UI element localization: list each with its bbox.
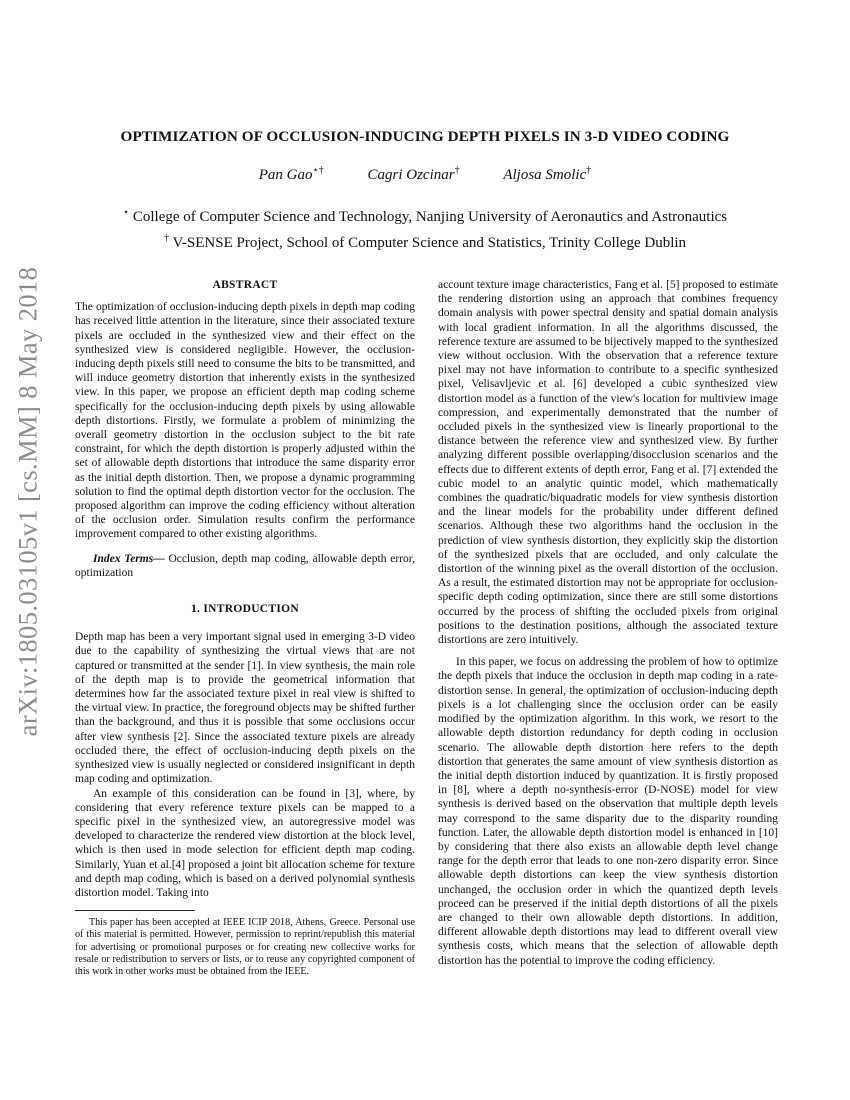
abstract-heading: ABSTRACT bbox=[212, 279, 278, 291]
intro-paragraph-3: account texture image characteristics, Fang et al. [5] proposed to estimate the rendering distortion using an approach that combines frequency domain analysis with power spectral density and spatial domain analysis with local gradient information. In all the algorithms discussed, the reference texture are assumed to be bijectively mapped to the synthesized view without occlusion. With the observation that a reference texture pixel may not have information to contribute to a specific synthesized pixel, Velisavljevic et al. [6] developed a cubic synthesized view distortion model as a function of the view's location for multiview image compression, and experimentally demonstrated that the number of occluded pixels in the synthesized view is linearly proportional to the distance between the reference view and synthesized view. By further analyzing different possible overlapping/disocclusion scenarios and the effects due to different extents of depth error, Fang et al. [7] extended the cubic model to an analytic quintic model, which mathematically combines the quadratic/biquadratic models for view synthesis distortion and the linear models for the probability under different defined scenarios. Although these two algorithms hand the occlusion in the prediction of view synthesis distortion, they explicitly skip the distortion of the synthesized pixels that are occluded, and only calculate the distortion of the winning pixel as the overall distortion of the occlusion. As a result, the estimated distortion may not be appropriate for occlusion-specific depth coding optimization, since there are still some distortions occurred by the process of shifting the occluded pixels from original positions to the destination positions, although the associated texture distortions are zero intuitively. bbox=[438, 279, 778, 647]
author-list bbox=[0, 165, 850, 184]
intro-paragraph-1: Depth map has been a very important signal used in emerging 3-D video due to the capability of synthesizing the virtual views that are not captured or transmitted at the sender [1]. In view synthesis, the main role of the depth map is to provide the geometrical information that determines how far the associated texture pixel in real view is shifted to the virtual view. In practice, the foreground objects may be shifted further than the background, and thus it is possible that some occlusions occur after view synthesis [2]. Since the associated texture pixels are already occluded there, the effect of occlusion-inducing depth pixels on the synthesized view is usually neglected or considered insignificant in depth map coding and optimization. bbox=[75, 631, 415, 786]
abstract-text: The optimization of occlusion-inducing depth pixels in depth map coding has received little attention in the literature, since their associated texture pixels are occluded in the synthesized view and their effect on the synthesized view is considered negligible. However, the occlusion-inducing depth pixels still need to consume the bits to be transmitted, and will induce geometry distortion that inherently exists in the synthesized view. In this paper, we propose an efficient depth map coding scheme specifically for the occlusion-inducing depth pixels by using allowable depth distortions. Firstly, we formulate a problem of minimizing the overall geometry distortion in the occlusion subject to the bit rate constraint, for which the depth distortion is properly adjusted within the set of allowable depth distortions that introduce the same disparity error as the initial depth distortion. Then, we propose a dynamic programming solution to find the optimal depth distortion vector for the occlusion. The proposed algorithm can improve the coding efficiency without alteration of the occlusion order. Simulation results confirm the performance improvement compared to other existing algorithms. bbox=[75, 301, 415, 541]
index-terms: Index Terms— Occlusion, depth map coding, allowable depth error, optimization bbox=[75, 552, 415, 579]
left-column bbox=[75, 278, 415, 978]
author-2: Cagri Ozcinar† bbox=[367, 165, 460, 183]
affiliation-1: ⋆ College of Computer Science and Technology, Nanjing University of Aeronautics and Astronautics bbox=[122, 207, 728, 225]
author-1: Pan Gao⋆† bbox=[258, 165, 324, 183]
right-column bbox=[438, 278, 778, 968]
arxiv-sidebar-stamp: arXiv:1805.03105v1 [cs.MM] 8 May 2018 bbox=[12, 266, 43, 737]
intro-paragraph-4: In this paper, we focus on addressing the problem of how to optimize the depth pixels that induce the occlusion in depth map coding in a rate-distortion sense. In general, the optimization of occlusion-inducing depth pixels is a lot challenging since the occlusion order can be easily modified by the optimization algorithm. In this work, we resort to the allowable depth distortion redundancy for depth coding in occlusion scenario. The allowable depth distortion here refers to the depth distortion that generates the same amount of view synthesis distortion as the initial depth distortion induced by quantization. It is firstly proposed in [8], where a depth no-synthesis-error (D-NOSE) model for view synthesis is derived based on the observation that multiple depth levels may correspond to the same disparity due to the disparity rounding function. Later, the allowable depth distortion model is enhanced in [10] by considering that there also exists an allowable depth level change range for the depth error that leads to one non-zero disparity error. Since allowable depth distortions can keep the view synthesis distortion unchanged, the occlusion order in which the quantized depth levels proceed can be preserved if the initial depth distortions of all the pixels are changed to their own allowable depth distortions. In addition, different allowable depth distortions may lead to different overall view synthesis costs, which means that the selection of allowable depth distortion has the potential to improve the coding efficiency. bbox=[438, 656, 778, 967]
affiliation-2: † V-SENSE Project, School of Computer Science and Statistics, Trinity College Dublin bbox=[163, 233, 687, 251]
paper-title: OPTIMIZATION OF OCCLUSION-INDUCING DEPTH PIXELS IN 3-D VIDEO CODING bbox=[120, 128, 730, 145]
intro-paragraph-2: An example of this consideration can be found in [3], where, by considering that every reference texture pixels can be mapped to a specific pixel in the synthesized view, an autoregressive model was developed to characterize the rendered view distortion at the block level, which is then used in mode selection for efficient depth map coding. Similarly, Yuan et al.[4] proposed a joint bit allocation scheme for texture and depth map coding, which is based on a derived polynomial synthesis distortion model. Taking into bbox=[75, 787, 415, 899]
copyright-footnote: This paper has been accepted at IEEE ICIP 2018, Athens, Greece. Personal use of this material is permitted. However, permission to reprint/republish this material for advertising or promotional purposes or for creating new collective works for resale or redistribution to servers or lists, or to reuse any copyrighted component of this work in other works must be obtained from the IEEE. bbox=[75, 917, 415, 977]
introduction-heading: 1. INTRODUCTION bbox=[190, 603, 299, 616]
footnote-divider bbox=[75, 910, 195, 911]
author-3: Aljosa Smolic† bbox=[503, 165, 592, 183]
affiliations bbox=[0, 202, 850, 254]
